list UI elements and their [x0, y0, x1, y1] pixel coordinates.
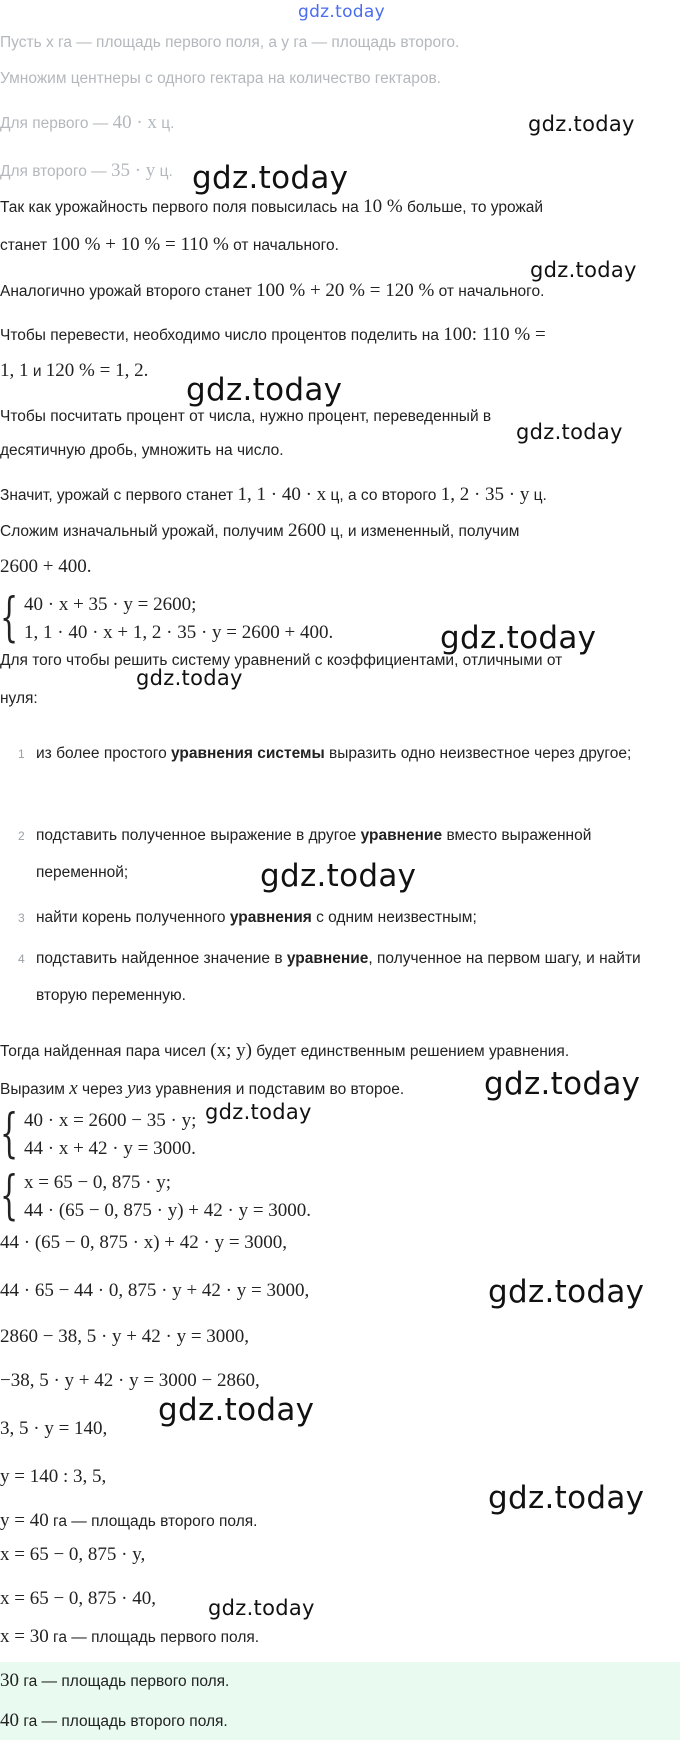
text-line-6: станет 100 % + 10 % = 110 % от начального.: [0, 234, 339, 255]
watermark-top: gdz.today: [298, 2, 385, 22]
equation-line-8: x = 65 − 0, 875 · y,: [0, 1544, 146, 1565]
watermark: gdz.today: [516, 420, 623, 444]
equation-line-7: y = 40 га — площадь второго поля.: [0, 1510, 258, 1531]
equation-line-2: 44 · 65 − 44 · 0, 875 · y + 42 · y = 3000,: [0, 1280, 310, 1301]
text-line-17: Тогда найденная пара чисел (x; y) будет единственным решением уравнения.: [0, 1040, 570, 1061]
watermark: gdz.today: [488, 1274, 645, 1310]
text-line-15: Для того чтобы решить систему уравнений с коэффициентами, отличными от: [0, 652, 563, 669]
equation-line-4: −38, 5 · y + 42 · y = 3000 − 2860,: [0, 1370, 260, 1391]
text-line-7: Аналогично урожай второго станет 100 % + 20 % = 120 % от начального.: [0, 280, 545, 301]
intro-line-1: Пусть x га — площадь первого поля, а y га — площадь второго.: [0, 34, 460, 51]
intro-line-3: Для первого — 40 · x ц.: [0, 112, 175, 133]
text-line-9: 1, 1 и 120 % = 1, 2.: [0, 360, 149, 381]
watermark: gdz.today: [186, 372, 343, 408]
intro-line-2: Умножим центнеры с одного гектара на количество гектаров.: [0, 70, 441, 87]
equation-line-9: x = 65 − 0, 875 · 40,: [0, 1588, 157, 1609]
answer-box: [0, 1662, 680, 1740]
equation-line-10: x = 30 га — площадь первого поля.: [0, 1626, 260, 1647]
equation-line-6: y = 140 : 3, 5,: [0, 1466, 107, 1487]
text-line-13: Сложим изначальный урожай, получим 2600 ц, и измененный, получим: [0, 520, 520, 541]
text-line-11: десятичную дробь, умножить на число.: [0, 442, 284, 459]
intro-line-4: Для второго — 35 · y ц.: [0, 160, 173, 181]
text-line-5: Так как урожайность первого поля повысилась на 10 % больше, то урожай: [0, 196, 544, 217]
text-line-12: Значит, урожай с первого станет 1, 1 · 40 · x ц, а со второго 1, 2 · 35 · y ц.: [0, 484, 547, 505]
watermark: gdz.today: [440, 620, 597, 656]
watermark: gdz.today: [484, 1066, 641, 1102]
watermark: gdz.today: [158, 1392, 315, 1428]
watermark: gdz.today: [136, 666, 243, 690]
answer-line-2: 40 га — площадь второго поля.: [0, 1710, 228, 1731]
watermark: gdz.today: [530, 258, 637, 282]
text-line-14: 2600 + 400.: [0, 556, 92, 577]
text-line-10: Чтобы посчитать процент от числа, нужно процент, переведенный в: [0, 408, 492, 425]
text-line-18: Выразим x через yиз уравнения и подставим во второе.: [0, 1078, 405, 1099]
answer-line-1: 30 га — площадь первого поля.: [0, 1670, 230, 1691]
watermark: gdz.today: [528, 112, 635, 136]
text-line-16: нуля:: [0, 690, 38, 707]
watermark: gdz.today: [208, 1596, 315, 1620]
watermark: gdz.today: [260, 858, 417, 894]
watermark: gdz.today: [205, 1100, 312, 1124]
watermark: gdz.today: [488, 1480, 645, 1516]
watermark: gdz.today: [192, 160, 349, 196]
equation-line-3: 2860 − 38, 5 · y + 42 · y = 3000,: [0, 1326, 250, 1347]
text-line-8: Чтобы перевести, необходимо число процентов поделить на 100: 110 % =: [0, 324, 546, 345]
equation-line-5: 3, 5 · y = 140,: [0, 1418, 108, 1439]
equation-line-1: 44 · (65 − 0, 875 · x) + 42 · y = 3000,: [0, 1232, 288, 1253]
